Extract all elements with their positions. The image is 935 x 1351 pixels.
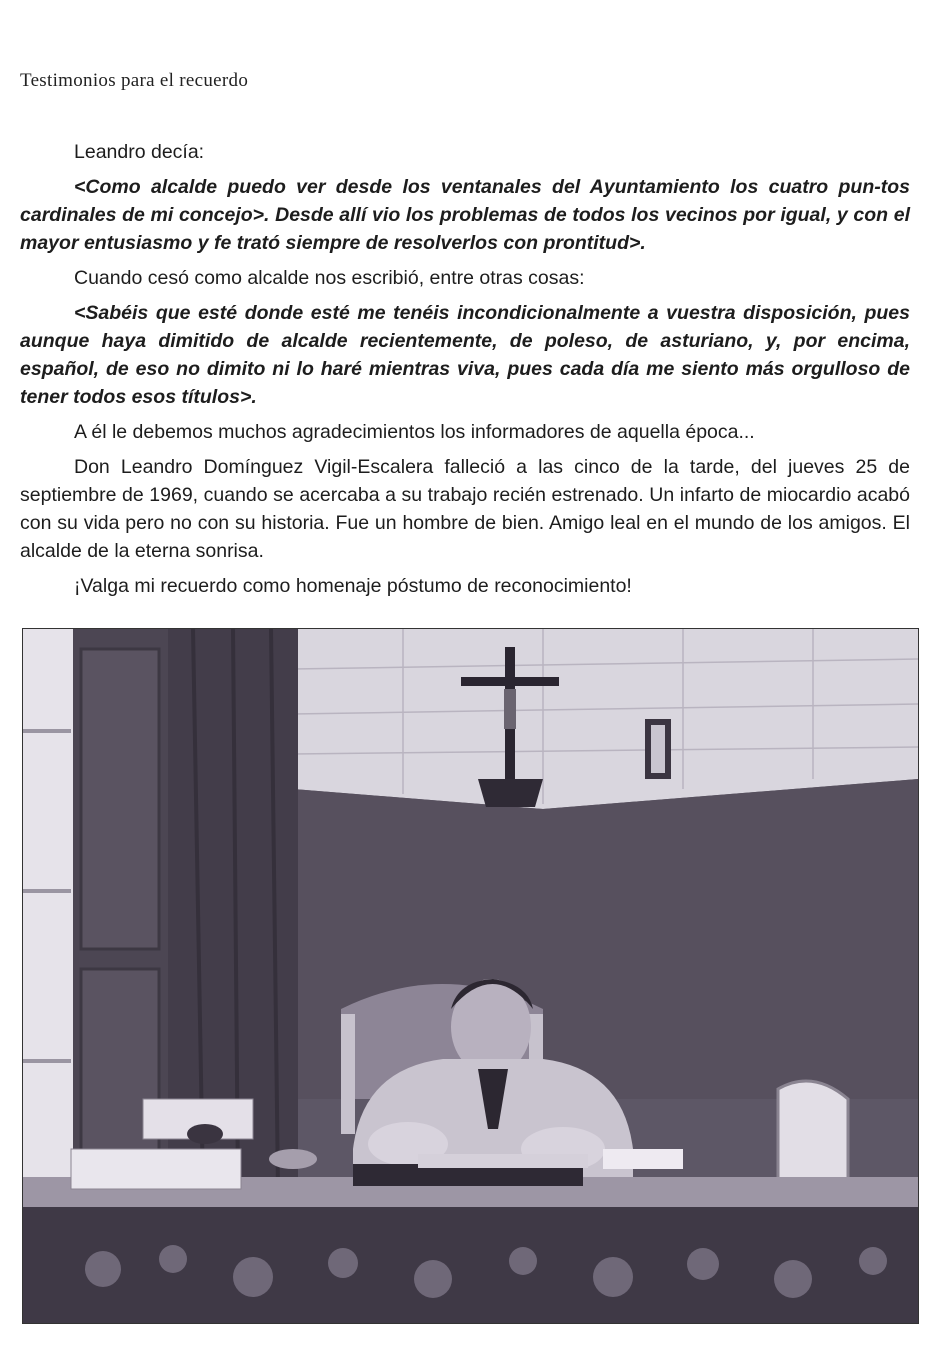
quote-paragraph: <Como alcalde puedo ver desde los ventanales del Ayuntamiento los cuatro pun-tos cardinales de mi concejo>. Desde allí vio los problemas de todos los vecinos por igual, y con el mayor entusiasmo y fe trató siempre de resolverlos con prontitud>. bbox=[20, 176, 910, 254]
photo-illustration bbox=[23, 629, 918, 1323]
paragraph: ¡Valga mi recuerdo como homenaje póstumo de reconocimiento! bbox=[74, 575, 632, 597]
body-text bbox=[20, 138, 910, 607]
paragraph: A él le debemos muchos agradecimientos los informadores de aquella época... bbox=[74, 421, 755, 443]
paragraph: Don Leandro Domínguez Vigil-Escalera falleció a las cinco de la tarde, del jueves 25 de septiembre de 1969, cuando se acercaba a su trabajo recién estrenado. Un infarto de miocardio acabó con su vida pero no con su historia. Fue un hombre de bien. Amigo leal en el mundo de los amigos. El alcalde de la eterna sonrisa. bbox=[20, 456, 910, 562]
paragraph: Leandro decía: bbox=[74, 141, 205, 163]
running-head: Testimonios para el recuerdo bbox=[20, 70, 249, 91]
paragraph: Cuando cesó como alcalde nos escribió, entre otras cosas: bbox=[74, 267, 585, 289]
quote-paragraph: <Sabéis que esté donde esté me tenéis incondicionalmente a vuestra disposición, pues aunque haya dimitido de alcalde recientemente, de poleso, de asturiano, y, por encima, español, de eso no dimito ni lo haré mientras viva, pues cada día me siento más orgulloso de tener todos esos títulos>. bbox=[20, 302, 910, 408]
office-photo bbox=[22, 628, 919, 1324]
